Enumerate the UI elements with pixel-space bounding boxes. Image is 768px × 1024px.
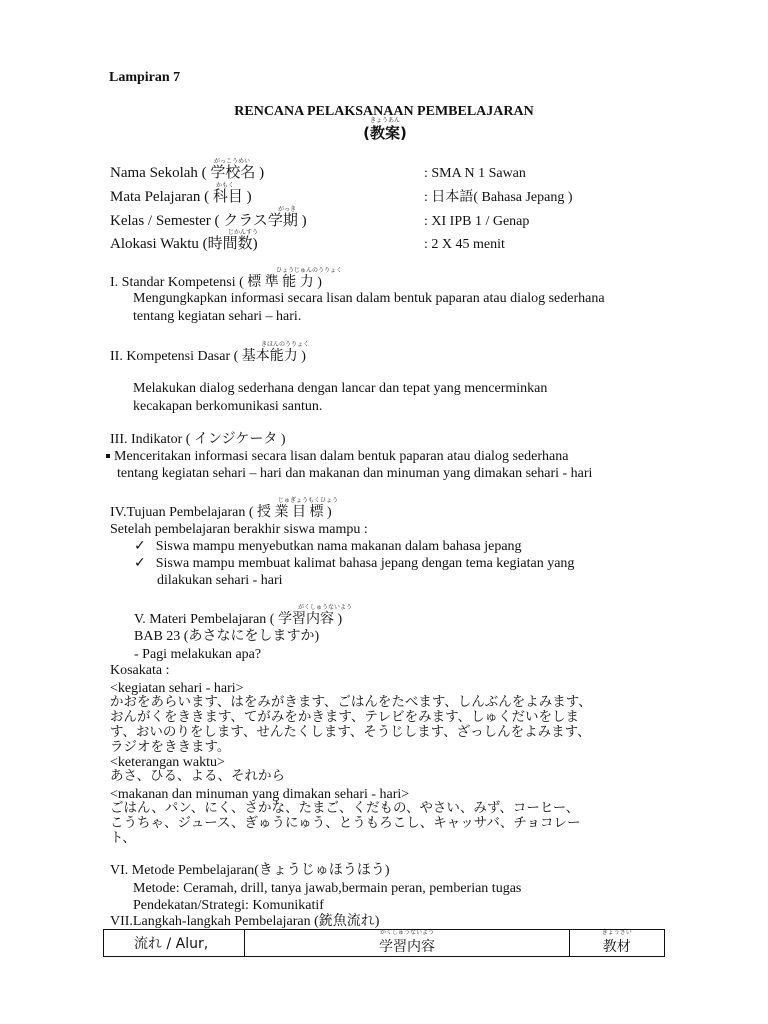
- table-ruby: がくしゅうないよう: [379, 929, 434, 936]
- table-row: [104, 930, 665, 957]
- vocabulary-label: Kosakata :: [110, 663, 170, 678]
- identity-value: : 日本語( Bahasa Jepang ): [424, 190, 573, 205]
- section-1-ruby: ひょうじゅんのうりょく: [276, 267, 343, 274]
- document-title: RENCANA PELAKSANAAN PEMBELAJARAN: [234, 104, 534, 119]
- bullet-icon: [106, 454, 110, 458]
- chapter-label: BAB 23 (あさなにをしますか): [134, 629, 320, 644]
- identity-ruby: じかんすう: [228, 229, 259, 236]
- table-header-text: 学習内容: [378, 939, 435, 955]
- identity-ruby: がっき: [278, 206, 297, 213]
- vocab-line: かおをあらいます、はをみがきます、ごはんをたべます、しんぶんをよみます、: [110, 694, 592, 710]
- section-2-ruby: きほんのうりょく: [261, 341, 310, 348]
- identity-ruby: がっこうめい: [214, 158, 251, 165]
- identity-label: Mata Pelajaran ( 科目 ): [110, 189, 252, 205]
- checkmark-icon: ✓: [134, 555, 146, 571]
- vocab-line: こうちゃ、ジュース、ぎゅうにゅう、とうもろこし、キャッサバ、チョコレー: [110, 815, 581, 831]
- indicator-text: tentang kegiatan sehari – hari dan makanan dan minuman yang dimakan sehari - hari: [117, 466, 593, 481]
- document-subtitle: (教案): [363, 124, 407, 142]
- section-7-heading: VII.Langkah-langkah Pembelajaran (銃魚流れ): [110, 914, 380, 929]
- section-5-ruby: がくしゅうないよう: [298, 604, 353, 611]
- indicator-text: Menceritakan informasi secara lisan dalam bentuk paparan atau dialog sederhana: [114, 449, 569, 464]
- vocab-line: ラジオをききます。: [110, 739, 231, 755]
- identity-value: : 2 X 45 menit: [424, 237, 505, 252]
- section-1-text: tentang kegiatan sehari – hari.: [133, 309, 302, 324]
- approach-text: Pendekatan/Strategi: Komunikatif: [133, 898, 324, 913]
- section-3-heading: III. Indikator ( インジケータ ): [110, 432, 286, 447]
- section-4-intro: Setelah pembelajaran berakhir siswa mampu :: [110, 522, 368, 537]
- table-ruby: きょうざい: [601, 929, 632, 936]
- table-header-flow: 流れ / Alur,: [104, 930, 245, 957]
- objective-text: Siswa mampu menyebutkan nama makanan dalam bahasa jepang: [155, 539, 522, 554]
- activity-vocab: [110, 695, 592, 755]
- section-1-text: Mengungkapkan informasi secara lisan dalam bentuk paparan atau dialog sederhana: [133, 291, 605, 306]
- objective-text: Siswa mampu membuat kalimat bahasa jepang dengan tema kegiatan yang: [155, 556, 575, 571]
- section-4-ruby: じゅぎょうもくひょう: [278, 497, 339, 504]
- vocab-line: す、おいのりをします、せんたくします、そうじします、ざっしんをよみます、: [110, 724, 591, 740]
- vocab-line: おんがくをききます、てがみをかきます、テレビをみます、しゅくだいをしま: [110, 709, 579, 725]
- section-6-heading: VI. Metode Pembelajaran(きょうじゅほうほう): [110, 863, 390, 878]
- food-vocab: [110, 801, 580, 846]
- objective-item: [134, 538, 522, 555]
- food-label: <makanan dan minuman yang dimakan sehari - hari>: [110, 787, 410, 802]
- section-4-heading: IV.Tujuan Pembelajaran ( 授 業 目 標 ): [110, 505, 332, 520]
- section-1-heading: I. Standar Kompetensi ( 標 準 能 力 ): [110, 275, 322, 290]
- appendix-label: Lampiran 7: [109, 70, 181, 85]
- identity-label: Kelas / Semester ( クラス学期 ): [110, 213, 307, 229]
- material-item: - Pagi melakukan apa?: [134, 647, 262, 662]
- identity-ruby: かもく: [216, 182, 235, 189]
- indicator-item: [106, 448, 568, 465]
- time-label: <keterangan waktu>: [110, 755, 225, 770]
- table-header-content: [245, 930, 569, 957]
- table-header-material: [569, 930, 664, 957]
- method-text: Metode: Ceramah, drill, tanya jawab,bermain peran, pemberian tugas: [133, 881, 522, 896]
- section-2-heading: II. Kompetensi Dasar ( 基本能力 ): [110, 349, 306, 364]
- checkmark-icon: ✓: [134, 538, 146, 554]
- vocab-line: ごはん、パン、にく、さかな、たまご、くだもの、やさい、みず、コーヒー、: [110, 800, 580, 816]
- steps-table: [103, 929, 665, 957]
- objective-text: dilakukan sehari - hari: [157, 573, 283, 588]
- section-2-text: Melakukan dialog sederhana dengan lancar dan tepat yang mencerminkan: [133, 381, 548, 396]
- time-vocab: あさ、ひる、よる、それから: [110, 768, 285, 784]
- activity-label: <kegiatan sehari - hari>: [110, 681, 244, 696]
- subtitle-ruby: きょうあん: [369, 117, 400, 124]
- vocab-line: ト、: [110, 830, 136, 846]
- identity-label: Nama Sekolah ( 学校名 ): [110, 165, 265, 181]
- identity-label: Alokasi Waktu (時間数): [110, 236, 258, 252]
- table-header-text: 教材: [602, 939, 631, 955]
- objective-item: [134, 555, 574, 572]
- section-2-text: kecakapan berkomunikasi santun.: [133, 399, 323, 414]
- identity-value: : XI IPB 1 / Genap: [424, 214, 530, 229]
- section-5-heading: V. Materi Pembelajaran ( 学習内容 ): [134, 612, 343, 627]
- identity-value: : SMA N 1 Sawan: [424, 166, 526, 181]
